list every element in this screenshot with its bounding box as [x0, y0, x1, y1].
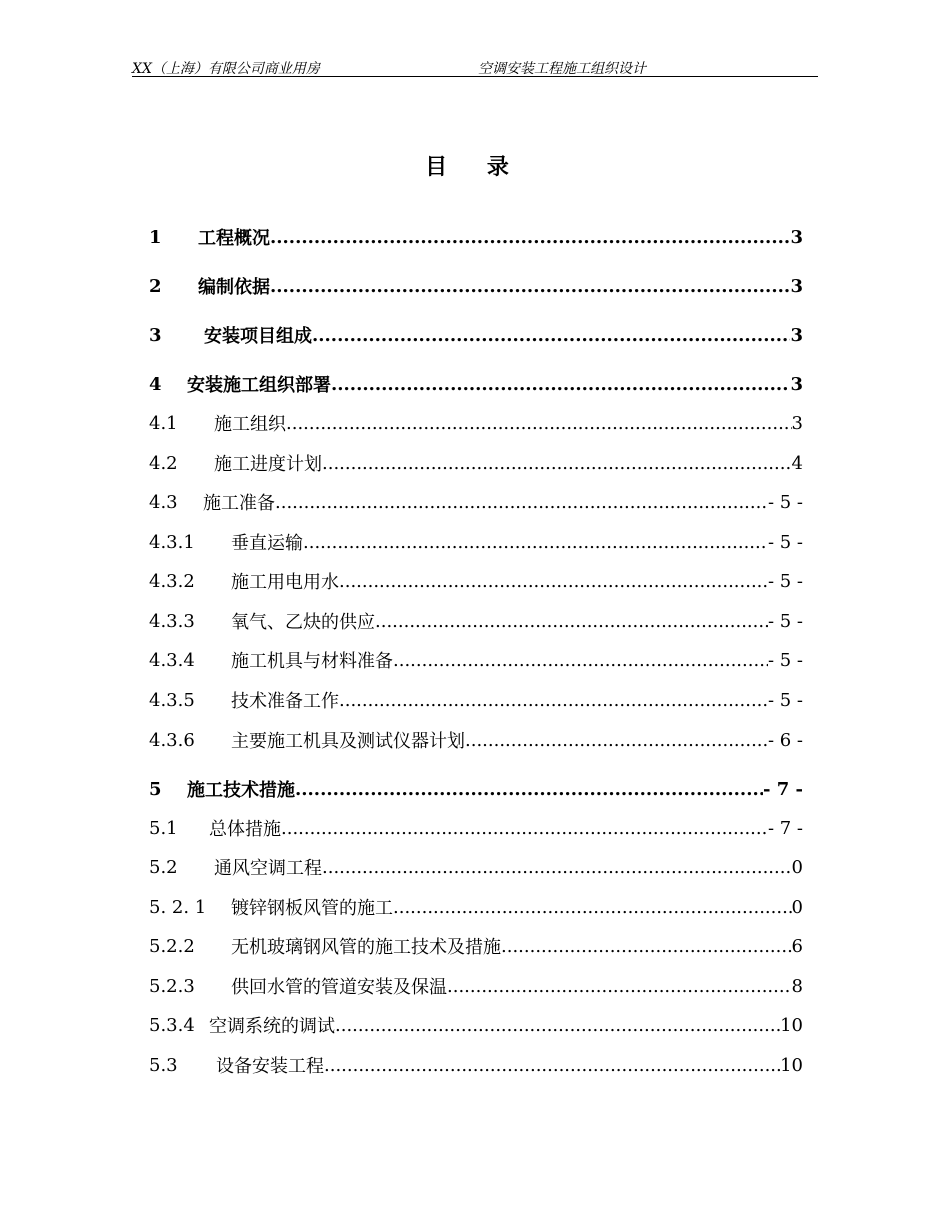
toc-leader: [335, 1015, 780, 1036]
toc-text: 垂直运输: [231, 533, 303, 554]
toc-page: 3: [791, 412, 803, 434]
toc-text: 无机玻璃钢风管的施工技术及措施: [231, 937, 501, 958]
toc-entry[interactable]: [149, 222, 803, 252]
toc-number: 4: [149, 373, 162, 395]
toc-page: - 5 -: [767, 649, 803, 671]
toc-leader: [339, 690, 768, 711]
toc-text: 氧气、乙炔的供应: [231, 612, 375, 633]
toc-leader: [393, 650, 768, 671]
toc-entry[interactable]: [149, 852, 803, 882]
toc-text: 施工组织: [214, 414, 286, 435]
toc-number: 5: [149, 778, 162, 800]
toc-page: 8: [791, 975, 803, 997]
toc-text: 主要施工机具及测试仪器计划: [231, 731, 465, 752]
toc-number: 5.2: [149, 856, 178, 878]
toc-entry[interactable]: [149, 892, 803, 922]
toc-number: 4.3.4: [149, 649, 195, 671]
toc-leader: [322, 857, 792, 878]
toc-page: - 7 -: [767, 817, 803, 839]
toc-page: - 5 -: [767, 570, 803, 592]
toc-page: 4: [791, 452, 803, 474]
toc-text: 施工用电用水: [231, 572, 339, 593]
toc-leader: [270, 276, 790, 297]
toc-entry[interactable]: [149, 527, 803, 557]
toc-number: 4.1: [149, 412, 178, 434]
toc-text: 施工技术措施: [187, 780, 295, 801]
toc-page: - 5 -: [767, 689, 803, 711]
toc-page: 3: [790, 226, 803, 248]
toc-number: 5.2.3: [149, 975, 195, 997]
toc-leader: [393, 897, 792, 918]
toc-leader: [303, 532, 768, 553]
toc-number: 4.3.5: [149, 689, 195, 711]
toc-entry[interactable]: [149, 606, 803, 636]
toc-number: 4.3.6: [149, 729, 195, 751]
toc-entry[interactable]: [149, 369, 803, 399]
toc-leader: [286, 413, 792, 434]
toc-number: 4.2: [149, 452, 178, 474]
toc-leader: [447, 976, 792, 997]
toc-text: 通风空调工程: [214, 858, 322, 879]
toc-number: 4.3.1: [149, 531, 195, 553]
toc-entry[interactable]: [149, 645, 803, 675]
toc-page: 3: [790, 324, 803, 346]
toc-text: 空调系统的调试: [209, 1016, 335, 1037]
toc-text: 镀锌钢板风管的施工: [231, 898, 393, 919]
toc-page: 3: [790, 373, 803, 395]
toc-entry[interactable]: [149, 685, 803, 715]
toc-entry[interactable]: [149, 408, 803, 438]
toc-number: 5.2.2: [149, 935, 195, 957]
toc-page: 0: [791, 896, 803, 918]
toc-text: 供回水管的管道安装及保温: [231, 977, 447, 998]
toc-leader: [281, 818, 768, 839]
toc-entry[interactable]: [149, 931, 803, 961]
toc-entry[interactable]: [149, 971, 803, 1001]
toc-entry[interactable]: [149, 566, 803, 596]
toc-number: 5.3: [149, 1054, 178, 1076]
toc-number: 4.3: [149, 491, 178, 513]
toc-title: 目 录: [425, 154, 525, 180]
toc-page: - 7 -: [763, 778, 803, 800]
toc-number: 4.3.2: [149, 570, 195, 592]
toc-page: 10: [780, 1014, 803, 1036]
toc-leader: [295, 779, 763, 800]
toc-text: 施工机具与材料准备: [231, 651, 393, 672]
toc-leader: [324, 1055, 780, 1076]
header-company: XX（上海）有限公司商业用房: [132, 61, 320, 77]
toc-number: 5.3.4: [149, 1014, 195, 1036]
toc-leader: [312, 325, 790, 346]
toc-entry[interactable]: [149, 271, 803, 301]
toc-page: - 5 -: [767, 531, 803, 553]
toc-leader: [322, 453, 792, 474]
toc-entry[interactable]: [149, 813, 803, 843]
toc-page: 0: [791, 856, 803, 878]
toc-text: 施工进度计划: [214, 454, 322, 475]
toc-leader: [270, 227, 790, 248]
toc-entry[interactable]: [149, 1010, 803, 1040]
toc-number: 4.3.3: [149, 610, 195, 632]
toc-leader: [339, 571, 768, 592]
toc-text: 安装施工组织部署: [187, 375, 331, 396]
toc-leader: [275, 492, 768, 513]
toc-leader: [465, 730, 768, 751]
toc-text: 编制依据: [198, 277, 270, 298]
toc-text: 施工准备: [203, 493, 275, 514]
toc-number: 5.1: [149, 817, 178, 839]
toc-leader: [375, 611, 768, 632]
toc-number: 2: [149, 275, 162, 297]
toc-entry[interactable]: [149, 487, 803, 517]
toc-entry[interactable]: [149, 448, 803, 478]
toc-text: 设备安装工程: [216, 1056, 324, 1077]
toc-page: - 6 -: [767, 729, 803, 751]
toc-page: 10: [780, 1054, 803, 1076]
toc-entry[interactable]: [149, 1050, 803, 1080]
toc-entry[interactable]: [149, 725, 803, 755]
toc-page: 3: [790, 275, 803, 297]
toc-page: 6: [791, 935, 803, 957]
toc-entry[interactable]: [149, 320, 803, 350]
toc-number: 3: [149, 324, 162, 346]
toc-number: 1: [149, 226, 162, 248]
toc-entry[interactable]: [149, 774, 803, 804]
page-header: [132, 58, 818, 77]
toc-text: 总体措施: [209, 819, 281, 840]
toc-text: 工程概况: [198, 228, 270, 249]
toc-leader: [331, 374, 790, 395]
toc-page: - 5 -: [767, 610, 803, 632]
toc-page: - 5 -: [767, 491, 803, 513]
toc-text: 安装项目组成: [204, 326, 312, 347]
header-document-title: 空调安装工程施工组织设计: [478, 61, 646, 77]
toc-text: 技术准备工作: [231, 691, 339, 712]
toc-leader: [501, 936, 792, 957]
toc-number: 5. 2. 1: [149, 896, 207, 918]
